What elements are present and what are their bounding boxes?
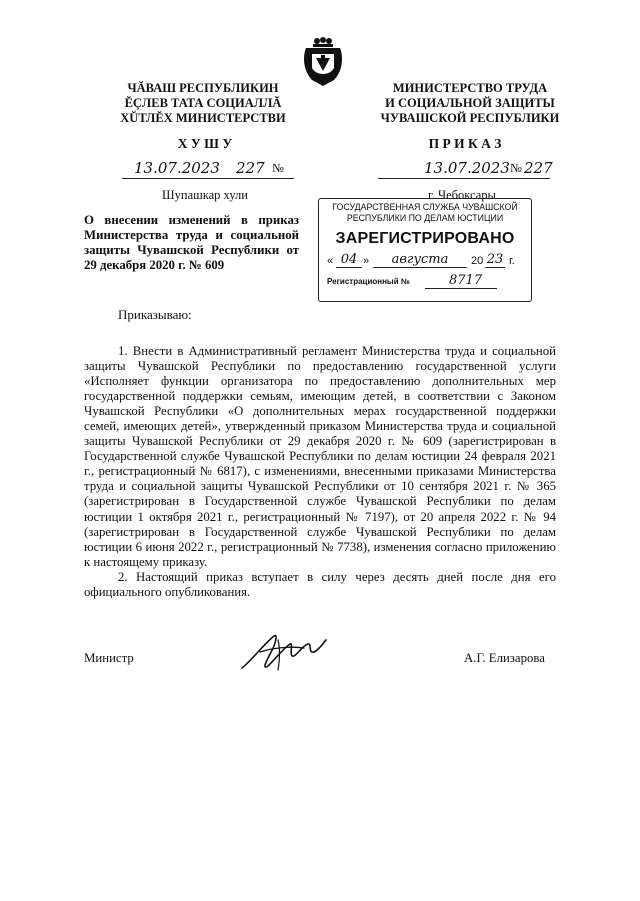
stamp-month: августа xyxy=(373,252,467,268)
stamp-org-line1: ГОСУДАРСТВЕННАЯ СЛУЖБА ЧУВАШСКОЙ xyxy=(332,202,518,212)
stamp-quote-open: « xyxy=(327,255,334,267)
place-chuvash: Шупашкар хули xyxy=(162,188,248,202)
order-word: Приказываю: xyxy=(118,307,192,322)
ministry-name-russian-line1: МИНИСТЕРСТВО ТРУДА xyxy=(392,81,548,95)
date-handwritten-russian: 13.07.2023 xyxy=(424,159,510,177)
number-sign-chuvash: № xyxy=(272,161,284,175)
stamp-status: ЗАРЕГИСТРИРОВАНО xyxy=(335,230,515,247)
stamp-reg-label: Регистрационный № xyxy=(327,277,410,286)
body-paragraph-2: 2. Настоящий приказ вступает в силу через десять дней после дня его официального опубликования. xyxy=(84,569,556,599)
doc-type-chuvash: Х У Ш У xyxy=(177,136,233,151)
body-paragraph-1: 1. Внести в Административный регламент Министерства труда и социальной защиты Чувашской Республики по предоставлению государственной услуги «Исполняет функции организатора по предоставлению дополнительных мер государственной поддержки семьям, имеющим детей, в соответствии с Законом Чувашской Республики «О дополнительных мерах государственной поддержки семей, имеющих детей», утвержденный приказом Министерства труда и социальной защиты Чувашской Республики от 29 декабря 2020 г. № 609 (зарегистрирован в Государственной службе Чувашской Республики по делам юстиции 24 февраля 2021 г., регистрационный № 6817), с изменениями, внесенными приказами Министерства труда и социальной защиты Чувашской Республики от 10 сентября 2021 г. № 365 (зарегистрирован в Государственной службе Чувашской Республики по делам юстиции 1 октября 2021 г., регистрационный № 7197), от 20 апреля 2022 г. № 94 (зарегистрирован в Государственной службе Чувашской Республики по делам юстиции 6 июня 2022 г., регистрационный № 7738), изменения согласно приложению к настоящему приказу. xyxy=(84,344,556,569)
signatory-name: А.Г. Елизарова xyxy=(464,651,545,665)
stamp-org-name xyxy=(319,202,531,224)
date-number-line-russian xyxy=(378,158,553,179)
order-body xyxy=(84,344,556,600)
stamp-year-prefix: 20 xyxy=(471,255,484,267)
date-number-line-chuvash xyxy=(122,158,294,179)
date-handwritten-chuvash: 13.07.2023 xyxy=(134,159,220,177)
stamp-year-letter: г. xyxy=(509,255,515,267)
order-subject: О внесении изменений в приказ Министерства труда и социальной защиты Чувашской Республики от 29 декабря 2020 г. № 609 xyxy=(84,213,299,272)
ministry-name-russian-line3: ЧУВАШСКОЙ РЕСПУБЛИКИ xyxy=(380,111,560,125)
stamp-reg-number: 8717 xyxy=(425,273,497,289)
stamp-org-line2: РЕСПУБЛИКИ ПО ДЕЛАМ ЮСТИЦИИ xyxy=(346,213,504,223)
stamp-reg-row xyxy=(319,274,531,290)
ministry-name-russian xyxy=(360,81,580,126)
ministry-name-chuvash-line1: ЧĂВАШ РЕСПУБЛИКИН xyxy=(127,81,279,95)
stamp-day: 04 xyxy=(336,252,362,268)
ministry-name-chuvash xyxy=(98,81,308,126)
ministry-name-russian-line2: И СОЦИАЛЬНОЙ ЗАЩИТЫ xyxy=(385,96,555,110)
registration-stamp xyxy=(318,198,532,302)
place-russian: г. Чебоксары xyxy=(428,188,496,202)
handwritten-signature xyxy=(238,630,330,676)
doc-type-russian: П Р И К А З xyxy=(428,136,502,151)
number-sign-russian: № xyxy=(510,161,522,175)
stamp-quote-close: » xyxy=(363,255,370,267)
number-handwritten-chuvash: 227 xyxy=(236,159,265,177)
ministry-name-chuvash-line2: ĔÇЛЕВ ТАТА СОЦИАЛЛĂ xyxy=(124,96,282,110)
stamp-year-suffix: 23 xyxy=(486,252,504,267)
stamp-date-row xyxy=(319,252,531,270)
number-handwritten-russian: 227 xyxy=(524,159,553,177)
signatory-position: Министр xyxy=(84,651,134,665)
ministry-name-chuvash-line3: ХŬТЛĔХ МИНИСТЕРСТВИ xyxy=(120,111,286,125)
